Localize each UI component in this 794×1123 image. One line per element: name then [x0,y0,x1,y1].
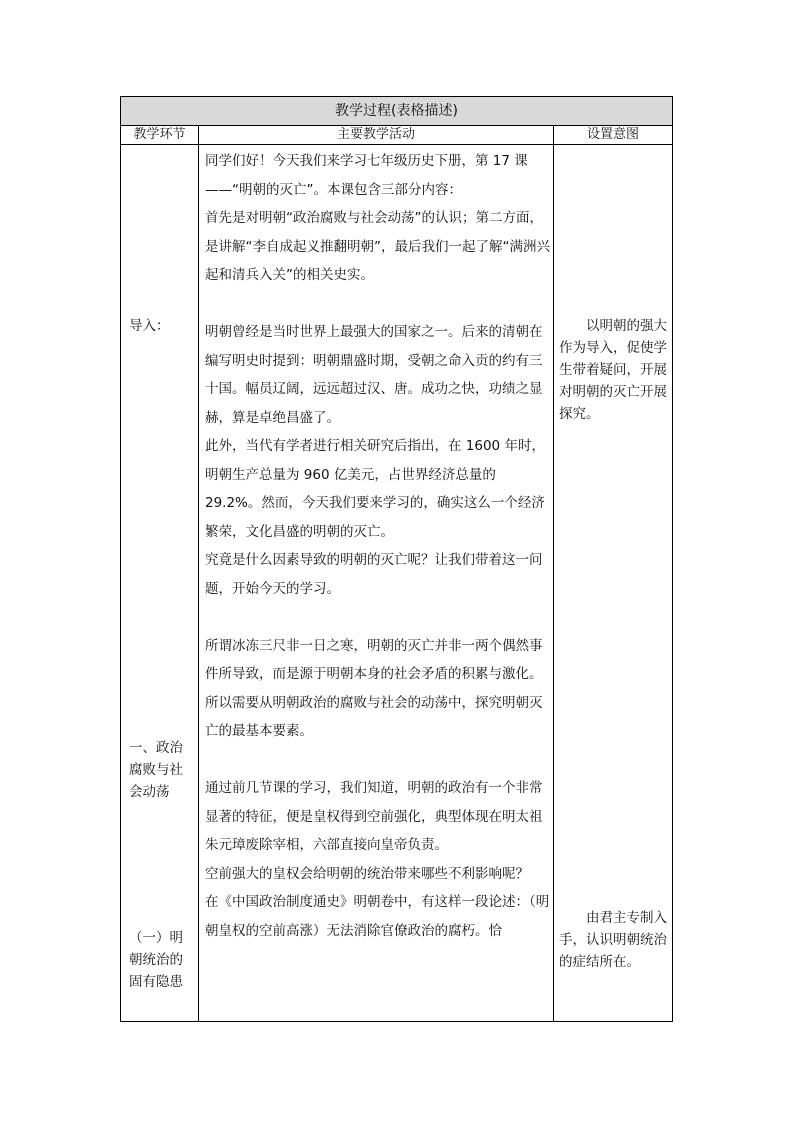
paragraph: 此外，当代有学者进行相关研究后指出，在 1600 年时，明朝生产总量为 960 亿美元，占世界经济总量的 29.2%。然而，今天我们要来学习的，确实这么一个经济繁荣，文化昌盛的明朝的灭亡。 [205,438,545,540]
intent-section1-sub: 由君主专制入手，认识明朝统治的症结所在。 [559,910,667,970]
stage-section1-sub: （一）明朝统治的固有隐患 [129,930,183,990]
paragraph: 明朝曾经是当时世界上最强大的国家之一。后来的清朝在编写明史时提到：明朝鼎盛时期，受朝之命入贡的约有三十国。幅员辽阔，远远超过汉、唐。成功之快，功绩之显赫，算是卓绝昌盛了。 [205,324,543,426]
stage-intro: 导入： [129,318,170,334]
paragraph: 究竟是什么因素导致的明朝的灭亡呢？让我们带着这一问题，开始今天的学习。 [205,552,543,597]
blank-line [205,603,551,632]
paragraph: 首先是对明朝“政治腐败与社会动荡”的认识；第二方面，是讲解“李自成起义推翻明朝”，最后我们一起了解“满洲兴起和清兵入关”的相关史实。 [205,210,550,283]
lesson-table [120,96,673,1022]
activity-text [205,147,551,945]
blank-line [205,290,551,319]
header-stage: 教学环节 [121,125,198,145]
blank-line [205,746,551,775]
paragraph: 在《中国政治制度通史》明朝卷中，有这样一段论述：（明朝皇权的空前高涨）无法消除官僚政治的腐朽。恰 [205,894,550,939]
table-body [121,145,672,1021]
header-intent: 设置意图 [554,125,672,145]
paragraph: 所谓冰冻三尺非一日之寒，明朝的灭亡并非一两个偶然事件所导致，而是源于明朝本身的社会矛盾的积累与激化。所以需要从明朝政治的腐败与社会的动荡中，探究明朝灭亡的最基本要素。 [205,637,543,739]
stage-section1: 一、政治腐败与社会动荡 [129,740,183,800]
paragraph: 空前强大的皇权会给明朝的统治带来哪些不利影响呢？ [205,865,529,882]
paragraph: 通过前几节课的学习，我们知道，明朝的政治有一个非常显著的特征，便是皇权得到空前强化，典型体现在明太祖朱元璋废除宰相，六部直接向皇帝负责。 [205,780,543,853]
paragraph: 同学们好！今天我们来学习七年级历史下册，第 17 课——“明朝的灭亡”。本课包含三部分内容： [205,153,528,198]
header-activity: 主要教学活动 [199,125,553,145]
table-title: 教学过程(表格描述) [121,97,672,126]
intent-intro: 以明朝的强大作为导入，促使学生带着疑问，开展对明朝的灭亡开展探究。 [559,318,667,422]
